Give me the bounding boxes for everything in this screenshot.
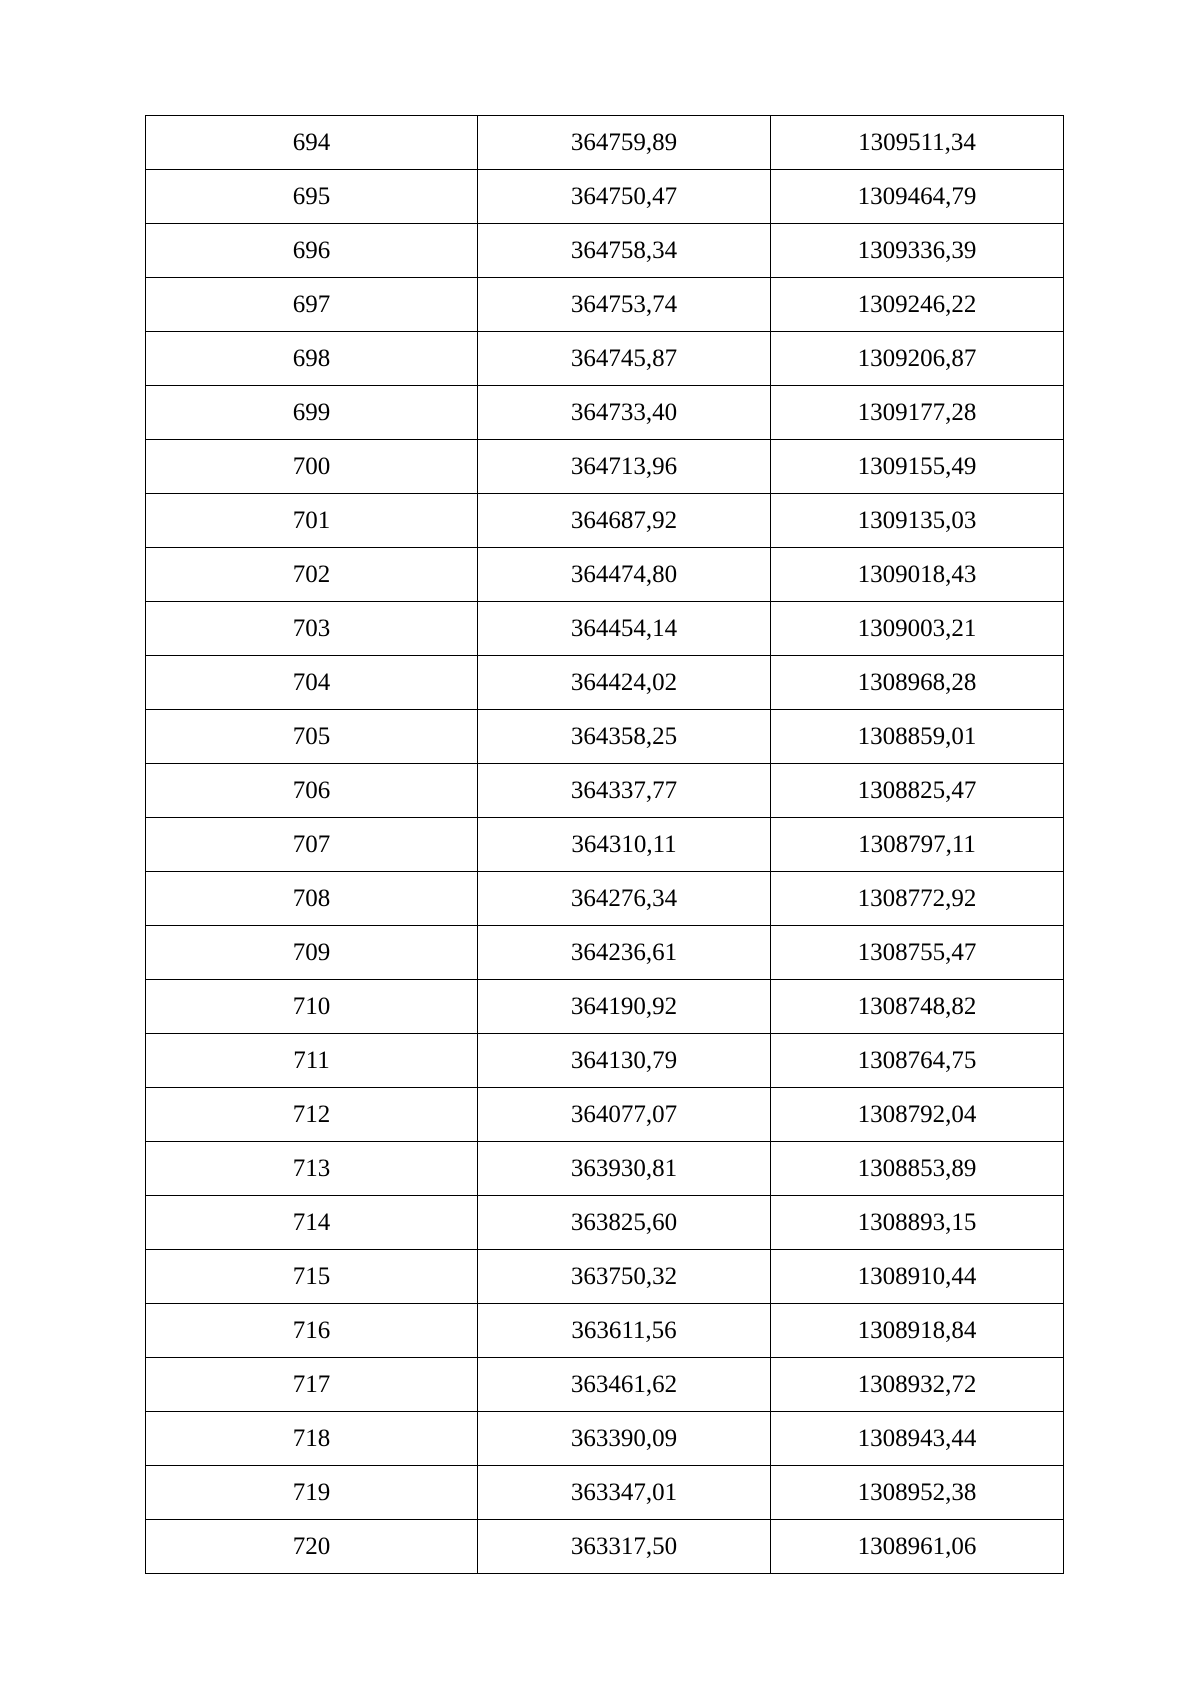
- x-coordinate-cell: 364130,79: [478, 1034, 771, 1088]
- y-coordinate-cell: 1308918,84: [771, 1304, 1064, 1358]
- x-coordinate-cell: 364337,77: [478, 764, 771, 818]
- point-number-cell: 713: [146, 1142, 478, 1196]
- point-number-cell: 717: [146, 1358, 478, 1412]
- point-number-cell: 706: [146, 764, 478, 818]
- x-coordinate-cell: 363750,32: [478, 1250, 771, 1304]
- x-coordinate-cell: 364713,96: [478, 440, 771, 494]
- y-coordinate-cell: 1308755,47: [771, 926, 1064, 980]
- point-number-cell: 694: [146, 116, 478, 170]
- point-number-cell: 715: [146, 1250, 478, 1304]
- x-coordinate-cell: 364454,14: [478, 602, 771, 656]
- table-row: [146, 1250, 1064, 1304]
- y-coordinate-cell: 1309135,03: [771, 494, 1064, 548]
- table-row: [146, 710, 1064, 764]
- table-row: [146, 332, 1064, 386]
- y-coordinate-cell: 1308893,15: [771, 1196, 1064, 1250]
- table-row: [146, 278, 1064, 332]
- table-row: [146, 116, 1064, 170]
- table-row: [146, 1304, 1064, 1358]
- x-coordinate-cell: 364358,25: [478, 710, 771, 764]
- table-row: [146, 1412, 1064, 1466]
- point-number-cell: 700: [146, 440, 478, 494]
- table-row: [146, 1196, 1064, 1250]
- point-number-cell: 699: [146, 386, 478, 440]
- table-row: [146, 1088, 1064, 1142]
- x-coordinate-cell: 364310,11: [478, 818, 771, 872]
- x-coordinate-cell: 364758,34: [478, 224, 771, 278]
- coordinates-table: [145, 115, 1064, 1574]
- y-coordinate-cell: 1308943,44: [771, 1412, 1064, 1466]
- x-coordinate-cell: 364753,74: [478, 278, 771, 332]
- y-coordinate-cell: 1308748,82: [771, 980, 1064, 1034]
- table-row: [146, 926, 1064, 980]
- x-coordinate-cell: 364077,07: [478, 1088, 771, 1142]
- x-coordinate-cell: 363317,50: [478, 1520, 771, 1574]
- y-coordinate-cell: 1308968,28: [771, 656, 1064, 710]
- x-coordinate-cell: 363390,09: [478, 1412, 771, 1466]
- x-coordinate-cell: 363930,81: [478, 1142, 771, 1196]
- point-number-cell: 705: [146, 710, 478, 764]
- table-row: [146, 440, 1064, 494]
- y-coordinate-cell: 1308772,92: [771, 872, 1064, 926]
- table-row: [146, 872, 1064, 926]
- x-coordinate-cell: 364733,40: [478, 386, 771, 440]
- point-number-cell: 708: [146, 872, 478, 926]
- y-coordinate-cell: 1308764,75: [771, 1034, 1064, 1088]
- y-coordinate-cell: 1308961,06: [771, 1520, 1064, 1574]
- x-coordinate-cell: 364190,92: [478, 980, 771, 1034]
- point-number-cell: 712: [146, 1088, 478, 1142]
- table-row: [146, 1466, 1064, 1520]
- table-row: [146, 224, 1064, 278]
- x-coordinate-cell: 364687,92: [478, 494, 771, 548]
- point-number-cell: 701: [146, 494, 478, 548]
- table-row: [146, 656, 1064, 710]
- y-coordinate-cell: 1308859,01: [771, 710, 1064, 764]
- table-row: [146, 818, 1064, 872]
- y-coordinate-cell: 1308952,38: [771, 1466, 1064, 1520]
- x-coordinate-cell: 364750,47: [478, 170, 771, 224]
- y-coordinate-cell: 1309336,39: [771, 224, 1064, 278]
- y-coordinate-cell: 1308797,11: [771, 818, 1064, 872]
- table-row: [146, 602, 1064, 656]
- y-coordinate-cell: 1309206,87: [771, 332, 1064, 386]
- y-coordinate-cell: 1309018,43: [771, 548, 1064, 602]
- point-number-cell: 710: [146, 980, 478, 1034]
- point-number-cell: 716: [146, 1304, 478, 1358]
- y-coordinate-cell: 1309003,21: [771, 602, 1064, 656]
- point-number-cell: 703: [146, 602, 478, 656]
- point-number-cell: 719: [146, 1466, 478, 1520]
- point-number-cell: 711: [146, 1034, 478, 1088]
- point-number-cell: 714: [146, 1196, 478, 1250]
- x-coordinate-cell: 363461,62: [478, 1358, 771, 1412]
- point-number-cell: 695: [146, 170, 478, 224]
- y-coordinate-cell: 1308825,47: [771, 764, 1064, 818]
- point-number-cell: 718: [146, 1412, 478, 1466]
- y-coordinate-cell: 1309155,49: [771, 440, 1064, 494]
- table-row: [146, 1034, 1064, 1088]
- coordinates-table-body: [146, 116, 1064, 1574]
- y-coordinate-cell: 1309511,34: [771, 116, 1064, 170]
- table-row: [146, 1142, 1064, 1196]
- y-coordinate-cell: 1308932,72: [771, 1358, 1064, 1412]
- y-coordinate-cell: 1308910,44: [771, 1250, 1064, 1304]
- y-coordinate-cell: 1309246,22: [771, 278, 1064, 332]
- table-row: [146, 980, 1064, 1034]
- x-coordinate-cell: 363347,01: [478, 1466, 771, 1520]
- table-row: [146, 1358, 1064, 1412]
- point-number-cell: 702: [146, 548, 478, 602]
- table-row: [146, 386, 1064, 440]
- point-number-cell: 696: [146, 224, 478, 278]
- table-row: [146, 548, 1064, 602]
- table-row: [146, 494, 1064, 548]
- table-row: [146, 170, 1064, 224]
- y-coordinate-cell: 1309464,79: [771, 170, 1064, 224]
- x-coordinate-cell: 364759,89: [478, 116, 771, 170]
- point-number-cell: 720: [146, 1520, 478, 1574]
- point-number-cell: 698: [146, 332, 478, 386]
- y-coordinate-cell: 1308792,04: [771, 1088, 1064, 1142]
- x-coordinate-cell: 363611,56: [478, 1304, 771, 1358]
- table-row: [146, 1520, 1064, 1574]
- x-coordinate-cell: 364745,87: [478, 332, 771, 386]
- x-coordinate-cell: 363825,60: [478, 1196, 771, 1250]
- x-coordinate-cell: 364276,34: [478, 872, 771, 926]
- y-coordinate-cell: 1308853,89: [771, 1142, 1064, 1196]
- point-number-cell: 707: [146, 818, 478, 872]
- table-row: [146, 764, 1064, 818]
- x-coordinate-cell: 364474,80: [478, 548, 771, 602]
- y-coordinate-cell: 1309177,28: [771, 386, 1064, 440]
- x-coordinate-cell: 364424,02: [478, 656, 771, 710]
- point-number-cell: 709: [146, 926, 478, 980]
- point-number-cell: 704: [146, 656, 478, 710]
- x-coordinate-cell: 364236,61: [478, 926, 771, 980]
- point-number-cell: 697: [146, 278, 478, 332]
